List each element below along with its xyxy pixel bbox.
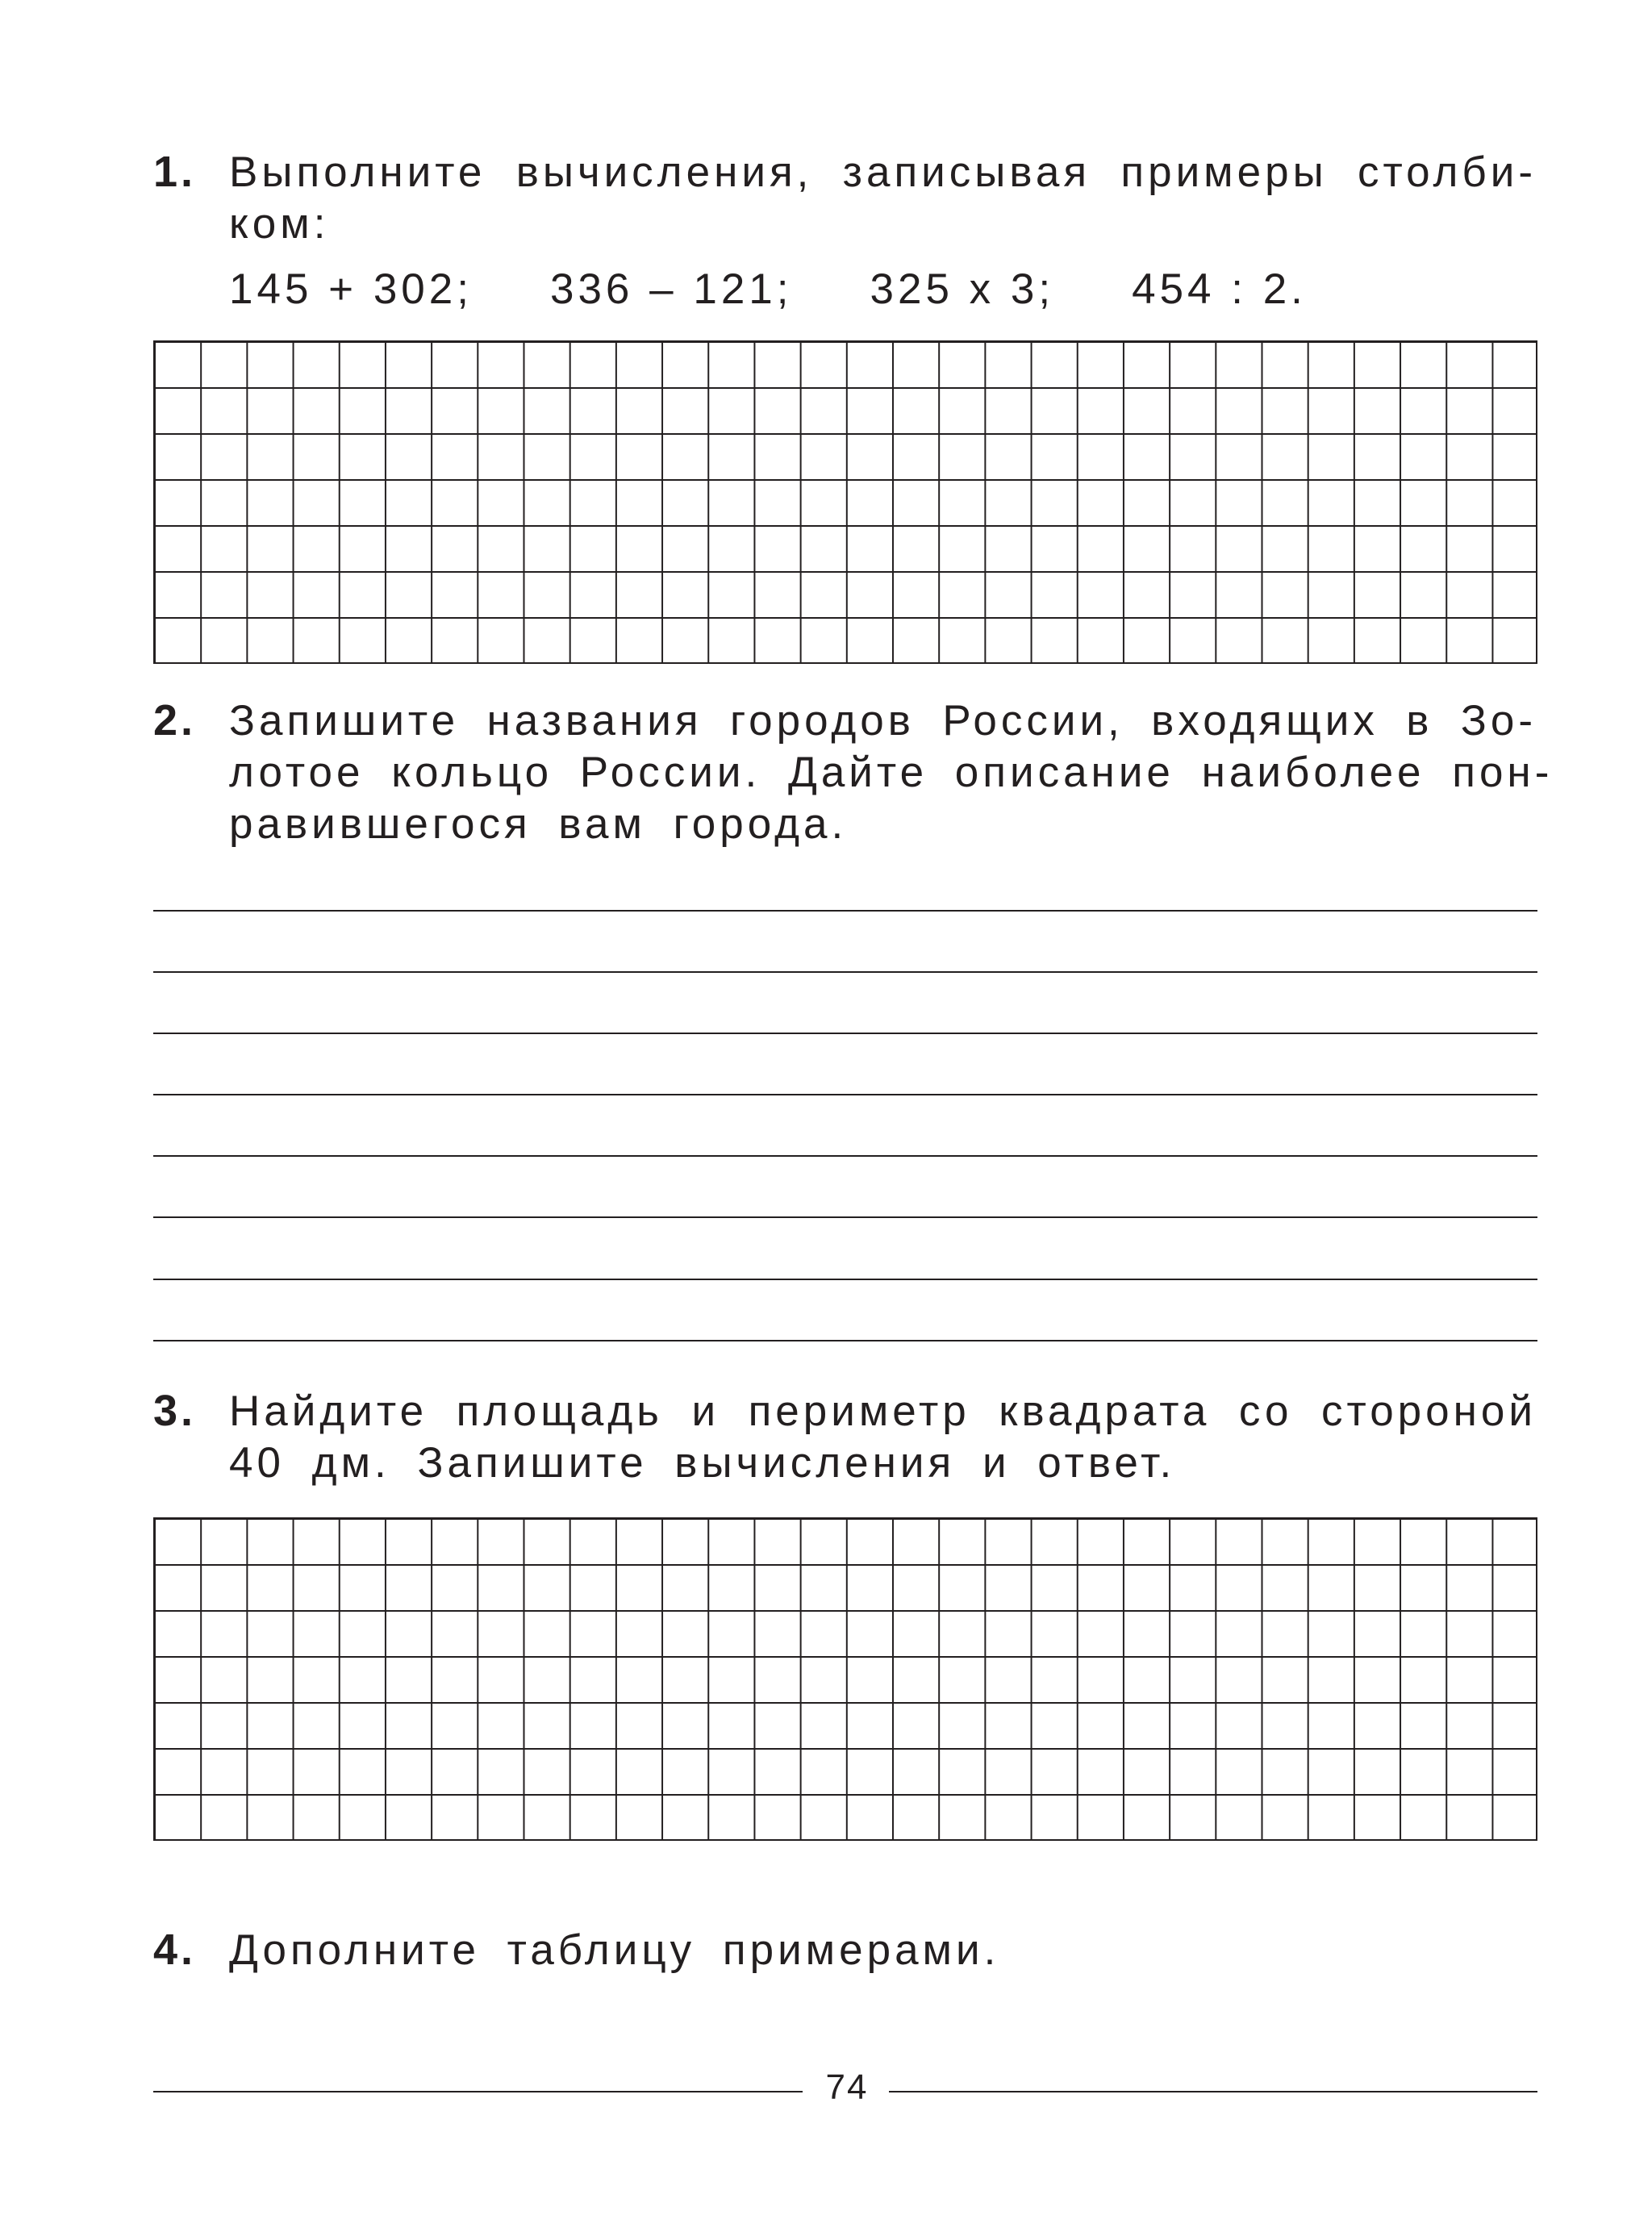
task-1-text bbox=[229, 147, 1537, 250]
answer-line[interactable] bbox=[153, 1155, 1537, 1157]
task-1-line-2: ком: bbox=[229, 200, 330, 248]
example-2: 336 – 121; bbox=[549, 265, 793, 313]
task-4-text bbox=[229, 1925, 1537, 1976]
answer-line[interactable] bbox=[153, 1279, 1537, 1280]
task-1-grid[interactable] bbox=[153, 340, 1537, 664]
task-4-line-1: Дополните таблицу примерами. bbox=[229, 1926, 1000, 1974]
footer-rule-left bbox=[153, 2091, 803, 2092]
page-number: 74 bbox=[825, 2067, 869, 2107]
task-2-text bbox=[229, 695, 1554, 850]
answer-line[interactable] bbox=[153, 971, 1537, 973]
task-3-line-2: 40 дм. Запишите вычисления и ответ. bbox=[229, 1439, 1176, 1487]
task-2-line-3: равившегося вам города. bbox=[229, 800, 848, 848]
task-3-text bbox=[229, 1386, 1537, 1489]
answer-line[interactable] bbox=[153, 1033, 1537, 1034]
answer-line[interactable] bbox=[153, 1340, 1537, 1341]
task-4-number: 4. bbox=[153, 1926, 197, 1974]
task-1-examples bbox=[229, 265, 1307, 314]
example-4: 454 : 2. bbox=[1132, 265, 1307, 313]
task-3-grid[interactable] bbox=[153, 1517, 1537, 1841]
footer-rule-right bbox=[889, 2091, 1537, 2092]
example-3: 325 х 3; bbox=[870, 265, 1055, 313]
task-3-line-1: Найдите площадь и периметр квадрата со стороной bbox=[229, 1387, 1537, 1435]
task-4 bbox=[153, 1925, 1537, 1976]
task-1-number: 1. bbox=[153, 148, 197, 196]
task-3-number: 3. bbox=[153, 1387, 197, 1435]
task-2 bbox=[153, 695, 1554, 850]
answer-line[interactable] bbox=[153, 1094, 1537, 1095]
answer-line[interactable] bbox=[153, 910, 1537, 912]
task-3 bbox=[153, 1386, 1537, 1489]
task-1 bbox=[153, 147, 1537, 250]
task-2-number: 2. bbox=[153, 696, 197, 745]
task-2-line-1: Запишите названия городов России, входящих в Зо- bbox=[229, 697, 1537, 745]
answer-line[interactable] bbox=[153, 1216, 1537, 1218]
example-1: 145 + 302; bbox=[229, 265, 473, 313]
task-1-line-1: Выполните вычисления, записывая примеры столби- bbox=[229, 148, 1537, 196]
task-2-line-2: лотое кольцо России. Дайте описание наиболее пон- bbox=[229, 749, 1554, 796]
